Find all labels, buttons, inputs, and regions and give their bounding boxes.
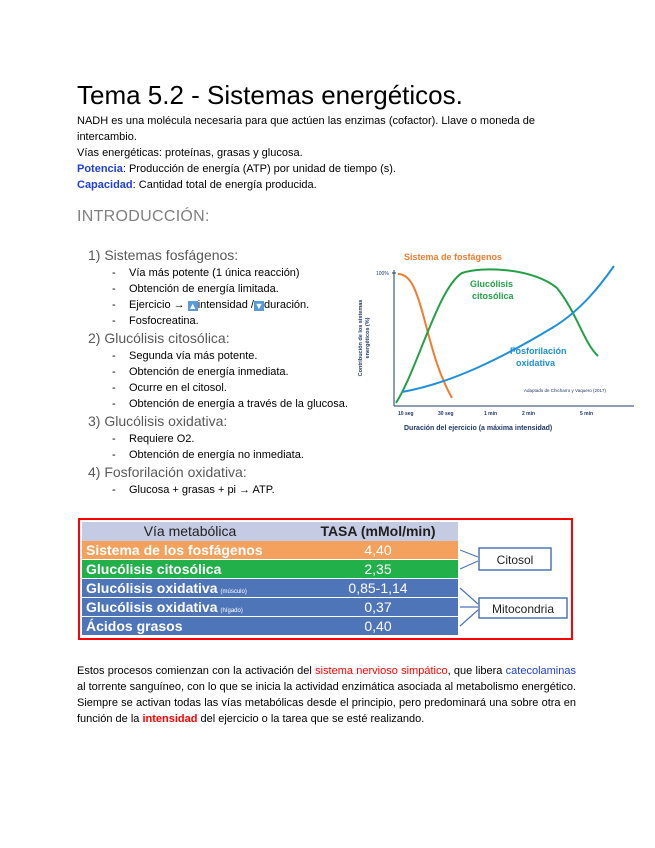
list-item: - Glucosa + grasas + pi → ATP.: [112, 482, 378, 498]
table-row: [82, 598, 458, 616]
intro-vias-line: Vías energéticas: proteínas, grasas y glucosa.: [77, 147, 303, 159]
capacidad-text: : Cantidad total de energía producida.: [132, 179, 317, 191]
ejercicio-arrow-text: Ejercicio →: [129, 299, 188, 311]
list-item: - Requiere O2.: [112, 431, 378, 447]
system-2: [88, 329, 378, 412]
potencia-text: : Producción de energía (ATP) por unidad de tiempo (s).: [122, 163, 396, 175]
graph-ylabel-2: energéticos (%): [365, 317, 371, 359]
graph-xtick: 30 seg: [438, 411, 454, 417]
bottom-red-2: intensidad: [142, 713, 198, 725]
table-header-tasa: TASA (mMol/min): [320, 523, 436, 539]
list-item: - Vía más potente (1 única reacción): [112, 265, 378, 281]
system-4: [88, 463, 378, 498]
list-item: - Obtención de energía inmediata.: [112, 364, 378, 380]
system-title: 3) Glucólisis oxidativa:: [88, 413, 228, 429]
row-rate: 2,35: [364, 561, 392, 577]
capacidad-label: Capacidad: [77, 179, 133, 191]
row-rate: 0,40: [364, 618, 392, 634]
table-row: [82, 617, 458, 635]
table-row: [82, 560, 458, 578]
graph-label-glucolisis-1: Glucólisis: [470, 279, 514, 289]
bottom-text-4: del ejercicio o la tarea que se esté realizando.: [197, 713, 425, 725]
arrow-up-icon: ▲: [188, 301, 198, 311]
list-item: [112, 297, 378, 313]
section-heading: INTRODUCCIÓN:: [77, 208, 210, 225]
metabolic-rates-table: [78, 518, 573, 640]
mitocondria-label: Mitocondria: [491, 602, 555, 616]
row-rate: 0,85-1,14: [348, 580, 408, 596]
table-header-via: Vía metabólica: [143, 523, 237, 539]
row-name: Ácidos grasos: [86, 618, 183, 634]
row-name: Sistema de los fosfágenos: [86, 542, 263, 558]
bottom-blue-1: catecolaminas: [505, 665, 576, 677]
graph-label-glucolisis-2: citosólica: [472, 291, 514, 301]
row-name: Glucólisis citosólica: [86, 561, 222, 577]
graph-xtick: 5 min: [580, 411, 594, 417]
table-row: [82, 579, 458, 597]
table-row: [82, 541, 458, 559]
bottom-red-1: sistema nervioso simpático: [315, 665, 448, 677]
graph-xticks: [398, 411, 593, 417]
graph-title: Sistema de fosfágenos: [404, 252, 503, 262]
arrow-down-icon: ▼: [254, 301, 264, 311]
capacidad-line: [77, 177, 577, 193]
graph-ylabel-1: Contribución de los sistemas: [358, 299, 364, 377]
bottom-text-2: , que libera: [447, 665, 506, 677]
intro-lines: [77, 145, 577, 193]
row-name-main: Glucólisis oxidativa: [86, 599, 218, 615]
energy-systems-list: [88, 246, 378, 498]
list-item: - Obtención de energía no inmediata.: [112, 447, 378, 463]
citosol-label: Citosol: [496, 553, 534, 567]
potencia-label: Potencia: [77, 163, 123, 175]
bottom-text-3: al torrente sanguíneo, con lo que se inicia la actividad enzimática asociada al metabolismo energético. Siempre se activan todas las vías metabólicas desde el principio, pero predominará una sobre otra en función de la: [77, 681, 576, 725]
graph-source: Adaptado de Chicharro y Vaquero (2017): [524, 388, 606, 393]
page-title: Tema 5.2 - Sistemas energéticos.: [77, 80, 463, 110]
list-item: - Obtención de energía limitada.: [112, 281, 378, 297]
energy-systems-graph: [352, 248, 642, 438]
glycolysis-curve: [396, 269, 598, 403]
list-item: - Obtención de energía a través de la glucosa.: [112, 396, 378, 412]
row-rate: 0,37: [364, 599, 392, 615]
list-item: - Fosfocreatina.: [112, 313, 378, 329]
bottom-paragraph: [77, 663, 576, 727]
potencia-line: [77, 161, 577, 177]
system-title: 4) Fosforilación oxidativa:: [88, 464, 247, 480]
graph-label-fosfo-2: oxidativa: [516, 358, 556, 368]
graph-xtick: 1 min: [484, 411, 498, 417]
system-1: [88, 246, 378, 329]
list-item: - Segunda vía más potente.: [112, 348, 378, 364]
list-item: - Ocurre en el citosol.: [112, 380, 378, 396]
bottom-text-1: Estos procesos comienzan con la activación del: [77, 665, 316, 677]
system-title: 1) Sistemas fosfágenos:: [88, 247, 239, 263]
row-rate: 4,40: [364, 542, 392, 558]
intro-paragraph: NADH es una molécula necesaria para que actúen las enzimas (cofactor). Llave o moneda de intercambio.: [77, 115, 535, 143]
row-name-sub: (hígado): [220, 608, 243, 614]
duracion-text: duración.: [263, 299, 310, 311]
graph-ytick: 100%: [376, 271, 389, 277]
graph-xtick: 10 seg: [398, 411, 414, 417]
row-name-main: Glucólisis oxidativa: [86, 580, 218, 596]
row-name-sub: (músculo): [220, 589, 247, 595]
system-title: 2) Glucólisis citosólica:: [88, 330, 230, 346]
graph-ylabel: [358, 300, 371, 377]
intensidad-text: intensidad /: [197, 299, 254, 311]
graph-label-fosfo-1: Fosforilación: [510, 346, 567, 356]
graph-xtick: 2 min: [522, 411, 536, 417]
graph-xlabel: Duración del ejercicio (a máxima intensidad): [404, 425, 553, 432]
system-3: [88, 412, 378, 463]
